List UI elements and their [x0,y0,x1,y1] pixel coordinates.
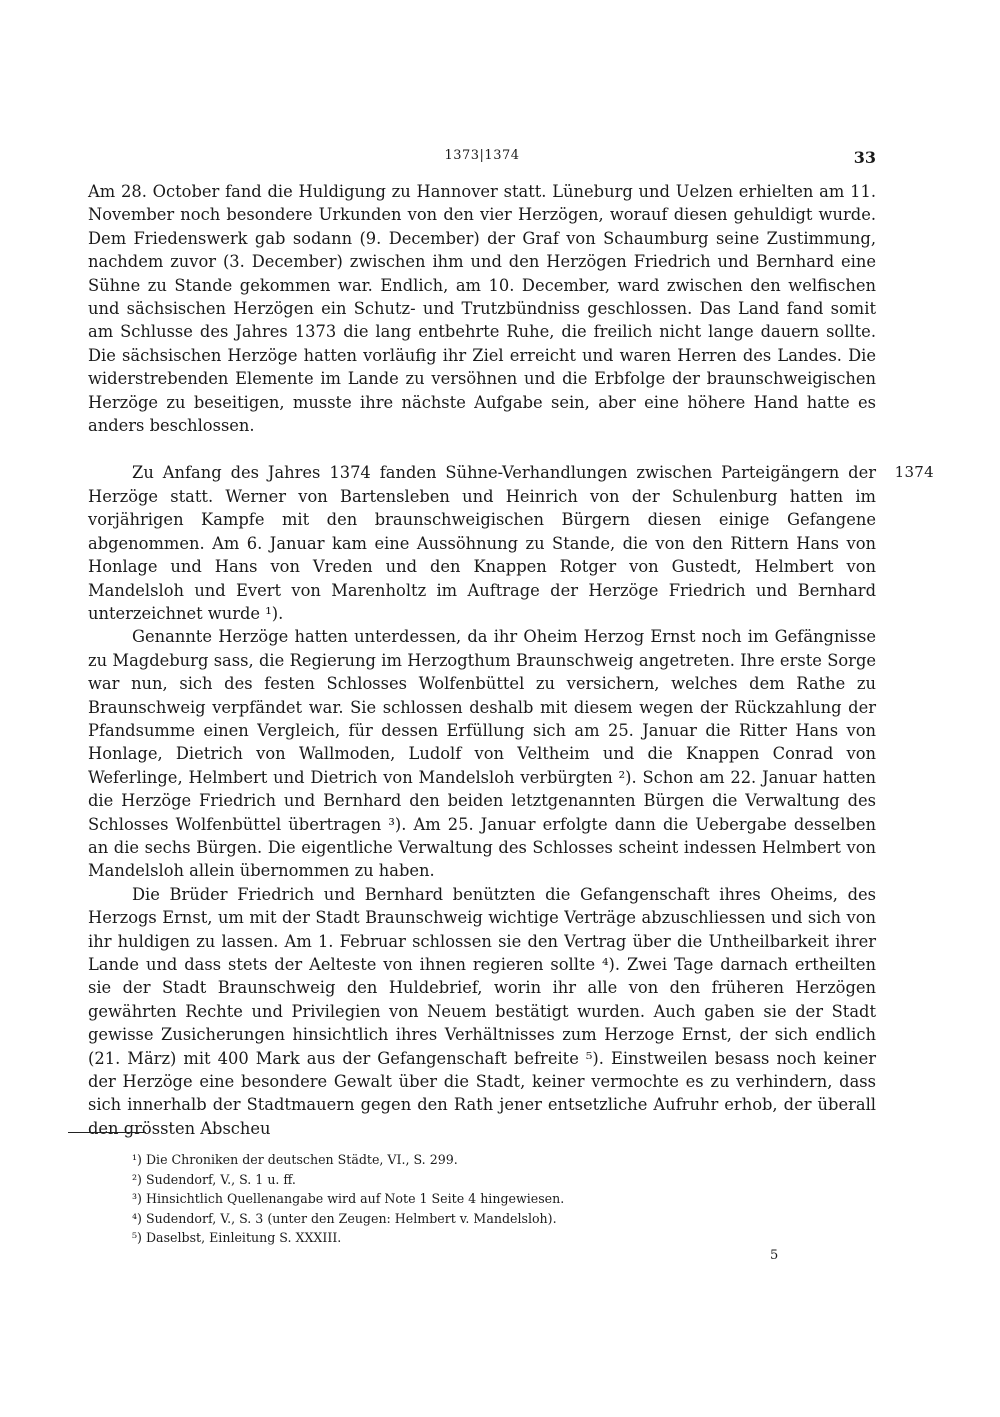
paragraph-1: Am 28. October fand die Huldigung zu Hannover statt. Lüneburg und Uelzen erhielten am 11. November noch besondere Urkunden von den vier Herzögen, worauf diesen gehuldigt wurde. Dem Friedenswerk gab sodann (9. December) der Graf von Schaumburg seine Zustimmung, nachdem zuvor (3. December) zwischen ihm und den Herzögen Friedrich und Bernhard eine Sühne zu Stande gekommen war. Endlich, am 10. December, ward zwischen den welfischen und sächsischen Herzögen ein Schutz- und Trutzbündniss geschlossen. Das Land fand somit am Schlusse des Jahres 1373 die lang entbehrte Ruhe, die freilich nicht lange dauern sollte. Die sächsischen Herzöge hatten vorläufig ihr Ziel erreicht und waren Herren des Landes. Die widerstrebenden Elemente im Lande zu versöhnen und die Erbfolge der braunschweigischen Herzöge zu beseitigen, musste ihre nächste Aufgabe sein, aber eine höhere Hand hatte es anders beschlossen. [88,182,876,436]
footnote-rule [68,1132,146,1133]
footnotes [132,1150,732,1248]
page-number: 33 [853,148,876,167]
margin-year-note: 1374 [894,463,934,482]
footnote-1: ¹) Die Chroniken der deutschen Städte, VI., S. 299. [132,1152,458,1167]
footnote-2: ²) Sudendorf, V., S. 1 u. ff. [132,1171,296,1187]
paragraph-4: Die Brüder Friedrich und Bernhard benützten die Gefangenschaft ihres Oheims, des Herzogs Ernst, um mit der Stadt Braunschweig wichtige Verträge abzuschliessen und sich von ihr huldigen zu lassen. Am 1. Februar schlossen sie den Vertrag über die Untheilbarkeit ihrer Lande und dass stets der Aelteste von ihnen regieren sollte ⁴). Zwei Tage darnach ertheilten sie der Stadt Braunschweig den Huldebrief, worin ihr alle von den früheren Herzögen gewährten Rechte und Privilegien von Neuem bestätigt wurden. Auch gaben sie der Stadt gewisse Zusicherungen hinsichtlich ihres Verhältnisses zum Herzoge Ernst, der sich endlich (21. März) mit 400 Mark aus der Gefangenschaft befreite ⁵). Einstweilen besass noch keiner der Herzöge eine besondere Gewalt über die Stadt, keiner vermochte es zu verhindern, dass sich innerhalb der Stadtmauern gegen den Rath jener entsetzliche Aufruhr erhob, der überall den grössten Abscheu [88,884,876,1138]
footnote-4: ⁴) Sudendorf, V., S. 3 (unter den Zeugen: Helmbert v. Mandelsloh). [132,1210,557,1226]
footnote-5: ⁵) Daselbst, Einleitung S. XXXIII. [132,1230,342,1245]
footnote-3: ³) Hinsichtlich Quellenangabe wird auf Note 1 Seite 4 hingewiesen. [132,1191,565,1206]
running-head [88,148,876,172]
paragraph-3: Genannte Herzöge hatten unterdessen, da ihr Oheim Herzog Ernst noch im Gefängnisse zu Magdeburg sass, die Regierung im Herzogthum Braunschweig angetreten. Ihre erste Sorge war nun, sich des festen Schlosses Wolfenbüttel zu versichern, welches dem Rathe zu Braunschweig verpfändet war. Sie schlossen deshalb mit diesem wegen der Rückzahlung der Pfandsumme einen Vergleich, für dessen Erfüllung sich am 25. Januar die Ritter Hans von Honlage, Dietrich von Wallmoden, Ludolf von Veltheim und die Knappen Conrad von Weferlinge, Helmbert und Dietrich von Mandelsloh verbürgten ²). Schon am 22. Januar hatten die Herzöge Friedrich und Bernhard den beiden letztgenannten Bürgen die Verwaltung des Schlosses Wolfenbüttel übertragen ³). Am 25. Januar erfolgte dann die Uebergabe desselben an die sechs Bürgen. Die eigentliche Verwaltung des Schlosses scheint indessen Helmbert von Mandelsloh allein übernommen zu haben. [88,627,876,881]
paragraph-2: Zu Anfang des Jahres 1374 fanden Sühne-Verhandlungen zwischen Parteigängern der Herzöge statt. Werner von Bartensleben und Heinrich von der Schulenburg hatten im vorjährigen Kampfe mit den braunschweigischen Bürgern diesen einige Gefangene abgenommen. Am 6. Januar kam eine Aussöhnung zu Stande, die von den Rittern Hans von Honlage und Hans von Vreden und den Knappen Rotger von Gustedt, Helmbert von Mandelsloh und Evert von Marenholtz im Auftrage der Herzöge Friedrich und Bernhard unterzeichnet wurde ¹). [88,463,876,623]
body-text [88,180,934,1140]
running-head-years: 1373|1374 [444,148,520,163]
paragraph-2-wrap [88,461,934,625]
signature-mark: 5 [770,1248,779,1263]
